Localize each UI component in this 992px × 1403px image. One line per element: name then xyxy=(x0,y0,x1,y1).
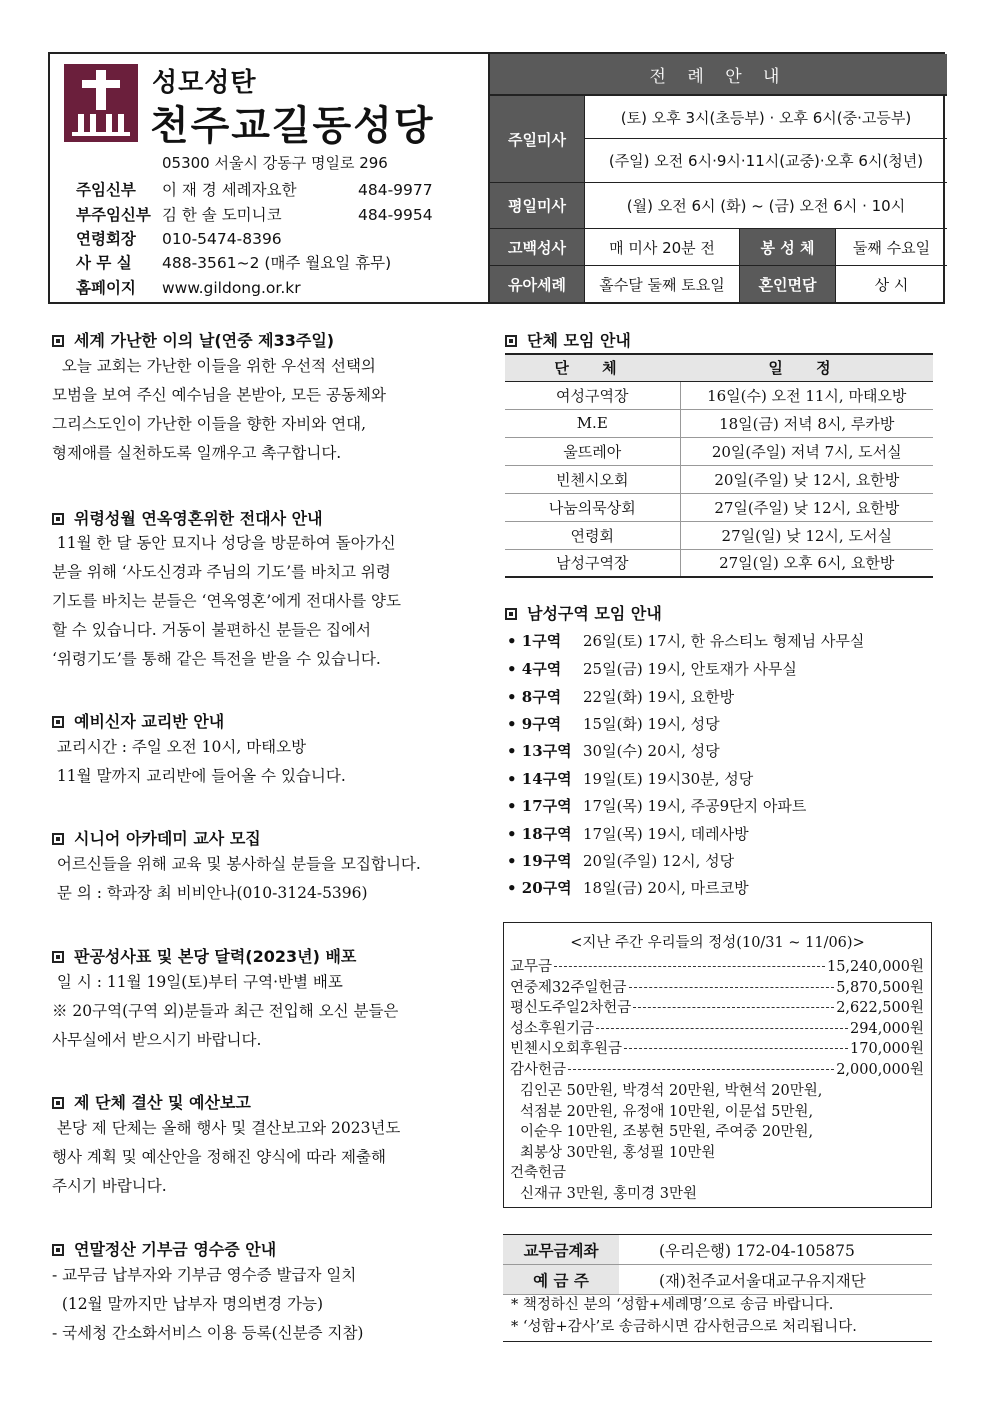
district-name: • 17구역 xyxy=(507,797,572,815)
staff-row xyxy=(76,203,433,225)
district-info: 30일(수) 20시, 성당 xyxy=(583,742,720,760)
communion-value: 둘째 수요일 xyxy=(835,229,947,266)
bulletin-header xyxy=(48,52,945,304)
section-title: 세계 가난한 이의 날(연중 제33주일) xyxy=(74,331,335,350)
district-info: 18일(금) 20시, 마르코방 xyxy=(583,879,749,897)
square-bullet-icon xyxy=(52,1244,64,1256)
list-item xyxy=(507,823,749,844)
staff-row xyxy=(76,276,301,298)
body-line: (12월 말까지만 납부자 명의변경 가능) xyxy=(52,1295,324,1313)
note-line: * ‘성함+감사’로 송금하시면 감사헌금으로 처리됩니다. xyxy=(511,1319,857,1335)
column-header: 단 체 xyxy=(505,354,680,381)
column-header: 일 정 xyxy=(680,354,933,381)
group-time: 20일(주일) 낮 12시, 요한방 xyxy=(680,465,933,493)
section-heading xyxy=(505,328,631,351)
account-holder-label: 예 금 주 xyxy=(503,1265,619,1295)
donor-line: 김인곤 50만원, 박경석 20만원, 박현석 20만원, xyxy=(520,1083,823,1099)
square-bullet-icon xyxy=(52,335,64,347)
staff-phone: 484-9977 xyxy=(358,181,433,199)
list-item xyxy=(507,768,753,789)
offering-row xyxy=(510,1037,924,1058)
group-time: 20일(주일) 저녁 7시, 도서실 xyxy=(680,437,933,465)
section-heading xyxy=(52,1237,276,1260)
section-heading xyxy=(52,826,261,849)
district-info: 17일(목) 19시, 데레사방 xyxy=(583,825,749,843)
district-name: • 20구역 xyxy=(507,879,572,897)
staff-name: 이 재 경 세례자요한 xyxy=(162,181,297,199)
donor-line: 최봉상 30만원, 홍성필 10만원 xyxy=(520,1145,716,1161)
district-name: • 9구역 xyxy=(507,715,562,733)
group-meeting-table xyxy=(505,353,933,578)
offering-title: <지난 주간 우리들의 정성(10/31 ~ 11/06)> xyxy=(570,935,865,951)
body-line: ※ 20구역(구역 외)분들과 최근 전입해 오신 분들은 xyxy=(52,1002,399,1020)
weekday-mass-label: 평일미사 xyxy=(490,183,584,229)
offering-label: 빈첸시오회후원금 xyxy=(510,1041,623,1057)
table-row xyxy=(503,1235,932,1265)
body-line: 기도를 바치는 분들은 ‘연옥영혼’에게 전대사를 양도 xyxy=(52,592,401,610)
list-item xyxy=(507,795,806,816)
district-name: • 4구역 xyxy=(507,660,562,678)
offering-amount: 5,870,500원 xyxy=(836,980,924,996)
section-heading xyxy=(505,601,662,624)
offering-amount: 294,000원 xyxy=(850,1021,924,1037)
list-item xyxy=(507,850,734,871)
district-name: • 19구역 xyxy=(507,852,572,870)
group-name: 연령회 xyxy=(505,521,680,549)
section-body xyxy=(52,968,398,1055)
offering-label: 연중제32주일헌금 xyxy=(510,980,627,996)
account-notes xyxy=(503,1294,932,1342)
section-title: 예비신자 교리반 안내 xyxy=(74,712,225,731)
square-bullet-icon xyxy=(52,951,64,963)
parish-info xyxy=(50,54,488,302)
body-line: 어르신들을 위해 교육 및 봉사하실 분들을 모집합니다. xyxy=(52,855,421,873)
parish-address: 05300 서울시 강동구 명일로 296 xyxy=(162,154,388,172)
district-name: • 18구역 xyxy=(507,825,572,843)
list-item xyxy=(507,630,864,651)
offering-label: 교무금 xyxy=(510,959,553,975)
square-bullet-icon xyxy=(505,335,517,347)
body-line: 문 의 : 학과장 최 비비안나(010-3124-5396) xyxy=(52,884,368,902)
district-info: 26일(토) 17시, 한 유스티노 형제님 사무실 xyxy=(583,632,865,650)
staff-role: 사 무 실 xyxy=(76,254,132,272)
group-name: 남성구역장 xyxy=(505,549,680,577)
district-info: 19일(토) 19시30분, 성당 xyxy=(583,770,754,788)
note-line: * 책정하신 분의 ‘성함+세례명’으로 송금 바랍니다. xyxy=(511,1297,834,1313)
section-body xyxy=(52,352,386,468)
body-line: 일 시 : 11월 19일(토)부터 구역·반별 배포 xyxy=(52,973,343,991)
group-name: 빈첸시오회 xyxy=(505,465,680,493)
infant-baptism-label: 유아세례 xyxy=(490,266,584,302)
section-body xyxy=(52,529,401,674)
homepage-link[interactable]: www.gildong.or.kr xyxy=(162,279,301,297)
table-header-row xyxy=(505,354,933,381)
offering-label: 감사헌금 xyxy=(510,1062,567,1078)
body-line: 11월 말까지 교리반에 들어올 수 있습니다. xyxy=(52,767,346,785)
district-name: • 8구역 xyxy=(507,688,562,706)
communion-label: 봉 성 체 xyxy=(739,229,835,266)
section-heading xyxy=(52,944,356,967)
table-row xyxy=(505,409,933,437)
staff-role: 홈페이지 xyxy=(76,279,136,297)
staff-row xyxy=(76,251,391,273)
staff-role: 연령회장 xyxy=(76,230,136,248)
parish-title: 천주교길동성당 xyxy=(150,103,435,149)
staff-name: 김 한 솔 도미니코 xyxy=(162,206,282,224)
donor-line: 이순우 10만원, 조봉현 5만원, 주여중 20만원, xyxy=(520,1124,814,1140)
section-title: 연말정산 기부금 영수증 안내 xyxy=(74,1240,277,1259)
body-line: - 교무금 납부자와 기부금 영수증 발급자 일치 xyxy=(52,1266,357,1284)
table-row xyxy=(505,521,933,549)
body-line: 형제애를 실천하도록 일깨우고 촉구합니다. xyxy=(52,444,342,462)
offering-row xyxy=(510,955,924,976)
section-title: 판공성사표 및 본당 달력(2023년) 배포 xyxy=(74,947,357,966)
list-item xyxy=(507,877,749,898)
group-name: 여성구역장 xyxy=(505,381,680,409)
sunday-mass-line2: (주일) 오전 6시·9시·11시(교중)·오후 6시(청년) xyxy=(584,139,947,183)
offering-row xyxy=(510,1058,924,1079)
section-body xyxy=(52,850,421,908)
account-number: (우리은행) 172-04-105875 xyxy=(619,1235,932,1265)
offering-amount: 15,240,000원 xyxy=(826,959,924,975)
table-row xyxy=(505,465,933,493)
table-row xyxy=(503,1265,932,1295)
group-time: 16일(수) 오전 11시, 마태오방 xyxy=(680,381,933,409)
district-info: 15일(화) 19시, 성당 xyxy=(583,715,720,733)
staff-name: 488-3561~2 (매주 월요일 휴무) xyxy=(162,254,392,272)
section-heading xyxy=(52,328,334,351)
section-title: 위령성월 연옥영혼위한 전대사 안내 xyxy=(74,509,323,528)
body-line: 그리스도인이 가난한 이들을 향한 자비와 연대, xyxy=(52,415,367,433)
cathedral-logo-icon xyxy=(64,64,138,142)
district-info: 25일(금) 19시, 안토재가 사무실 xyxy=(583,660,797,678)
sunday-mass-label: 주일미사 xyxy=(490,96,584,183)
liturgy-guide xyxy=(488,54,945,302)
square-bullet-icon xyxy=(52,833,64,845)
confession-value: 매 미사 20분 전 xyxy=(584,229,739,266)
infant-baptism-value: 홀수달 둘째 토요일 xyxy=(584,266,739,302)
confession-label: 고백성사 xyxy=(490,229,584,266)
body-line: 오늘 교회는 가난한 이들을 위한 우선적 선택의 xyxy=(52,357,376,375)
guide-title: 전 례 안 내 xyxy=(490,54,947,96)
marriage-label: 혼인면담 xyxy=(739,266,835,302)
body-line: 행사 계획 및 예산안을 정해진 양식에 따라 제출해 xyxy=(52,1148,386,1166)
group-name: M.E xyxy=(505,409,680,437)
square-bullet-icon xyxy=(505,608,517,620)
list-item xyxy=(507,686,734,707)
table-row xyxy=(505,381,933,409)
list-item xyxy=(507,658,797,679)
staff-row xyxy=(76,178,433,200)
section-body xyxy=(52,733,346,791)
staff-role: 주임신부 xyxy=(76,181,136,199)
section-heading xyxy=(52,709,224,732)
staff-role: 부주임신부 xyxy=(76,206,151,224)
sunday-mass-line1: (토) 오후 3시(초등부) · 오후 6시(중·고등부) xyxy=(584,96,947,139)
district-name: • 14구역 xyxy=(507,770,572,788)
section-heading xyxy=(52,1090,251,1113)
staff-phone: 484-9954 xyxy=(358,206,433,224)
body-line: 분을 위해 ‘사도신경과 주님의 기도’를 바치고 위령 xyxy=(52,563,391,581)
list-item xyxy=(507,713,720,734)
group-time: 27일(일) 낮 12시, 도서실 xyxy=(680,521,933,549)
group-time: 27일(일) 오후 6시, 요한방 xyxy=(680,549,933,577)
body-line: 주시기 바랍니다. xyxy=(52,1177,167,1195)
account-holder: (재)천주교서울대교구유지재단 xyxy=(619,1265,932,1295)
offering-label: 평신도주일2차헌금 xyxy=(510,1000,632,1016)
donor-line: 석점분 20만원, 유정애 10만원, 이문섭 5만원, xyxy=(520,1104,814,1120)
body-line: 본당 제 단체는 올해 행사 및 결산보고와 2023년도 xyxy=(52,1119,401,1137)
section-title: 남성구역 모임 안내 xyxy=(527,604,662,623)
group-name: 울뜨레아 xyxy=(505,437,680,465)
district-name: • 1구역 xyxy=(507,632,562,650)
list-item xyxy=(507,740,720,761)
offering-label: 성소후원기금 xyxy=(510,1021,595,1037)
district-info: 17일(목) 19시, 주공9단지 아파트 xyxy=(583,797,807,815)
account-label: 교무금계좌 xyxy=(503,1235,619,1265)
donor-line: 신재규 3만원, 홍미경 3만원 xyxy=(520,1186,697,1202)
body-line: - 국세청 간소화서비스 이용 등록(신분증 지참) xyxy=(52,1324,364,1342)
table-row xyxy=(505,549,933,577)
square-bullet-icon xyxy=(52,716,64,728)
section-heading xyxy=(52,506,323,529)
body-line: 사무실에서 받으시기 바랍니다. xyxy=(52,1031,262,1049)
section-title: 단체 모임 안내 xyxy=(527,331,631,350)
section-title: 시니어 아카데미 교사 모집 xyxy=(74,829,261,848)
section-body xyxy=(52,1261,363,1348)
offering-row xyxy=(510,976,924,997)
district-info: 20일(주일) 12시, 성당 xyxy=(583,852,735,870)
section-body xyxy=(52,1114,400,1201)
staff-row xyxy=(76,227,282,249)
section-title: 제 단체 결산 및 예산보고 xyxy=(74,1093,251,1112)
body-line: 교리시간 : 주일 오전 10시, 마태오방 xyxy=(52,738,307,756)
offering-row xyxy=(510,996,924,1017)
district-info: 22일(화) 19시, 요한방 xyxy=(583,688,735,706)
marriage-value: 상 시 xyxy=(835,266,947,302)
account-table xyxy=(503,1234,932,1295)
body-line: 할 수 있습니다. 거동이 불편하신 분들은 집에서 xyxy=(52,621,371,639)
square-bullet-icon xyxy=(52,513,64,525)
square-bullet-icon xyxy=(52,1097,64,1109)
offering-summary-box xyxy=(503,922,932,1208)
offering-amount: 2,622,500원 xyxy=(836,1000,924,1016)
table-row xyxy=(505,493,933,521)
offering-amount: 170,000원 xyxy=(850,1041,924,1057)
table-row xyxy=(505,437,933,465)
body-line: 모범을 보여 주신 예수님을 본받아, 모든 공동체와 xyxy=(52,386,386,404)
staff-name: 010-5474-8396 xyxy=(162,230,282,248)
parish-subtitle: 성모성탄 xyxy=(152,68,257,98)
body-line: ‘위령기도’를 통해 같은 특전을 받을 수 있습니다. xyxy=(52,650,381,668)
offering-amount: 2,000,000원 xyxy=(836,1062,924,1078)
group-time: 18일(금) 저녁 8시, 루카방 xyxy=(680,409,933,437)
offering-row xyxy=(510,1017,924,1038)
building-fund-label: 건축헌금 xyxy=(510,1165,567,1181)
group-time: 27일(주일) 낮 12시, 요한방 xyxy=(680,493,933,521)
body-line: 11월 한 달 동안 묘지나 성당을 방문하여 돌아가신 xyxy=(52,534,396,552)
district-name: • 13구역 xyxy=(507,742,572,760)
group-name: 나눔의묵상회 xyxy=(505,493,680,521)
weekday-mass-line: (월) 오전 6시 (화) ~ (금) 오전 6시 · 10시 xyxy=(584,183,947,229)
